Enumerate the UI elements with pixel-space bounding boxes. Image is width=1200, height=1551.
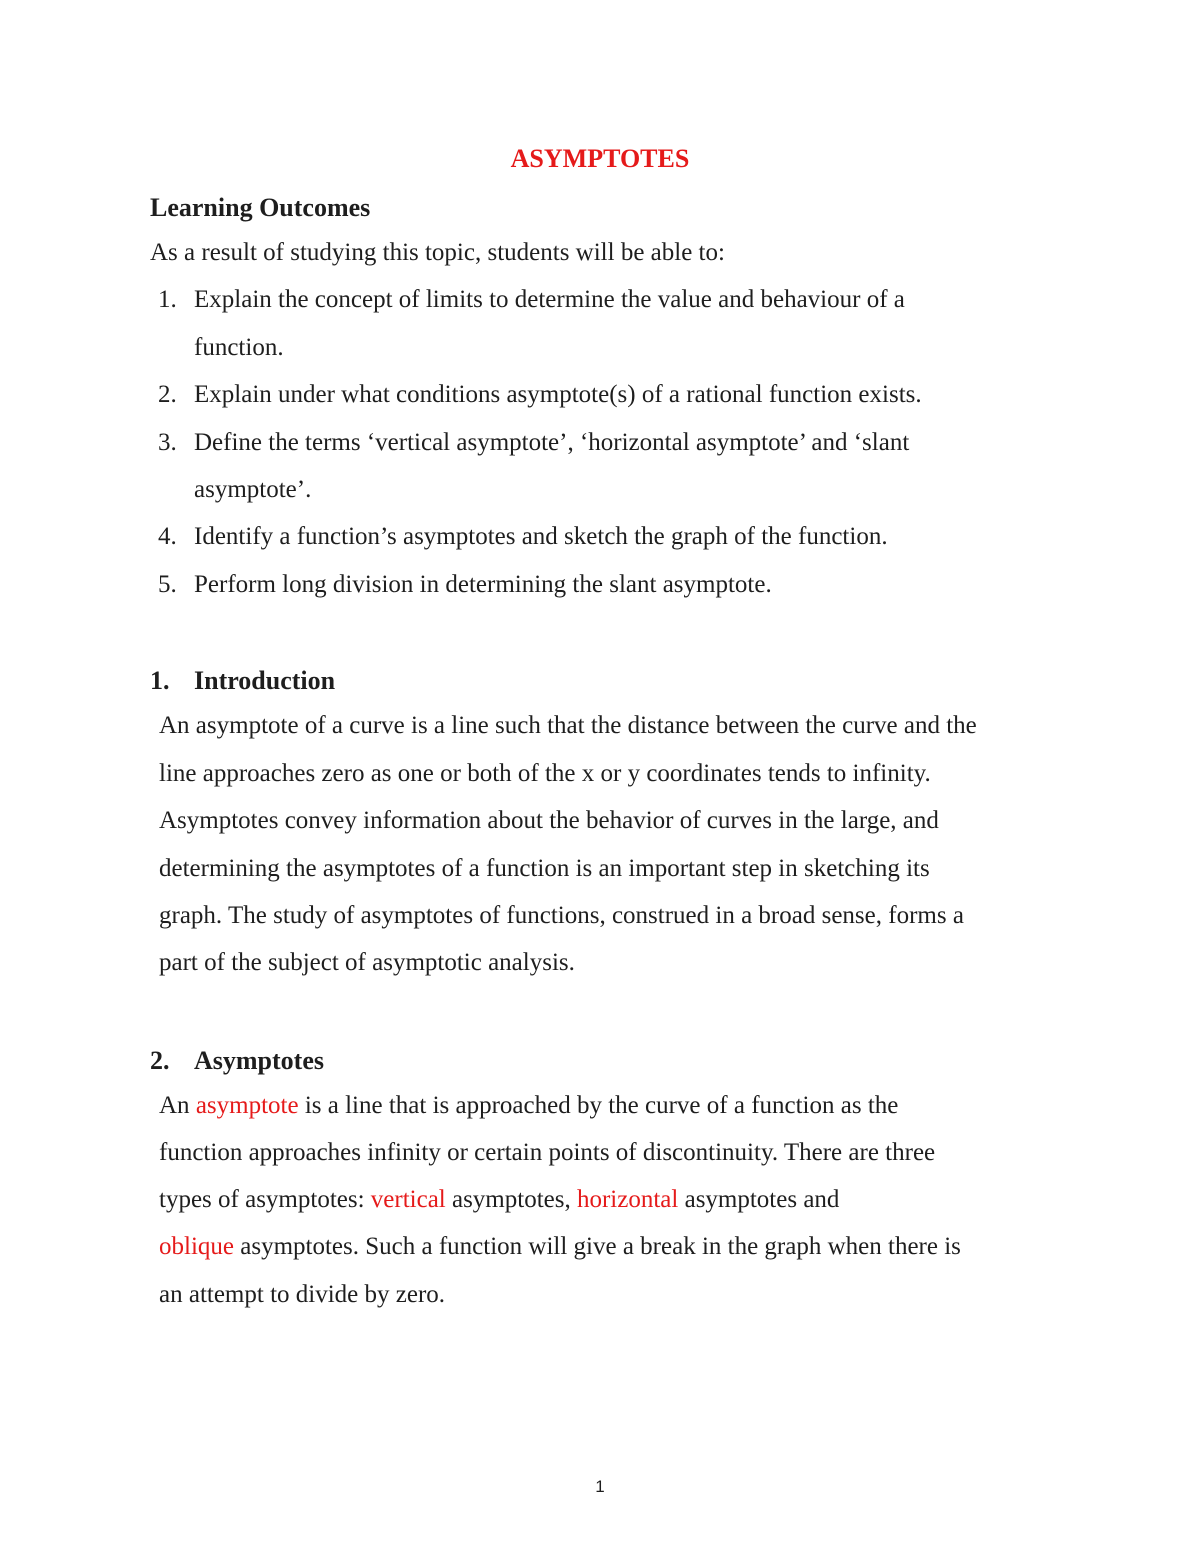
paragraph-line: function approaches infinity or certain points of discontinuity. There are three xyxy=(159,1139,936,1166)
text-run: types of asymptotes: xyxy=(159,1186,371,1213)
asymptotes-heading: Asymptotes xyxy=(194,1046,324,1075)
paragraph-line: Asymptotes convey information about the behavior of curves in the large, and xyxy=(159,807,939,834)
learning-outcomes-heading: Learning Outcomes xyxy=(150,193,371,222)
list-item-text: Identify a function’s asymptotes and sketch the graph of the function. xyxy=(194,523,888,550)
list-item-text: Define the terms ‘vertical asymptote’, ‘horizontal asymptote’ and ‘slant xyxy=(194,429,910,456)
list-item-number: 4. xyxy=(158,523,177,550)
highlight-term-oblique: oblique xyxy=(159,1233,234,1260)
text-run: asymptotes. Such a function will give a break in the graph when there is xyxy=(234,1233,961,1260)
list-item-text: Perform long division in determining the slant asymptote. xyxy=(194,571,772,598)
paragraph-line: an attempt to divide by zero. xyxy=(159,1281,446,1308)
list-item-text: Explain the concept of limits to determine the value and behaviour of a xyxy=(194,286,905,313)
list-item-number: 5. xyxy=(158,571,177,598)
learning-outcomes-intro: As a result of studying this topic, students will be able to: xyxy=(150,239,725,266)
list-item-number: 1. xyxy=(158,286,177,313)
paragraph-line xyxy=(159,1093,898,1118)
text-run: An xyxy=(159,1092,196,1119)
paragraph-line: part of the subject of asymptotic analysis. xyxy=(159,949,575,976)
text-run: asymptotes, xyxy=(445,1186,577,1213)
text-run: asymptotes and xyxy=(678,1186,840,1213)
page-title: ASYMPTOTES xyxy=(510,144,690,173)
paragraph-line: determining the asymptotes of a function is an important step in sketching its xyxy=(159,855,930,882)
list-item-text: Explain under what conditions asymptote(s) of a rational function exists. xyxy=(194,381,922,408)
list-item-number: 3. xyxy=(158,429,177,456)
highlight-term-horizontal: horizontal xyxy=(576,1186,679,1213)
introduction-number: 1. xyxy=(150,666,170,695)
introduction-heading: Introduction xyxy=(194,666,336,695)
highlight-term-asymptote: asymptote xyxy=(195,1092,299,1119)
paragraph-line xyxy=(159,1234,961,1259)
paragraph-line: graph. The study of asymptotes of functions, construed in a broad sense, forms a xyxy=(159,902,964,929)
list-item-text: function. xyxy=(194,334,284,361)
text-run: is a line that is approached by the curve of a function as the xyxy=(298,1092,899,1119)
paragraph-line xyxy=(159,1187,839,1212)
asymptotes-number: 2. xyxy=(150,1046,170,1075)
paragraph-line: An asymptote of a curve is a line such that the distance between the curve and the xyxy=(159,712,977,739)
list-item-text: asymptote’. xyxy=(194,476,312,503)
paragraph-line: line approaches zero as one or both of the x or y coordinates tends to infinity. xyxy=(159,760,931,787)
highlight-term-vertical: vertical xyxy=(370,1186,446,1213)
page-number: 1 xyxy=(595,1477,605,1496)
list-item-number: 2. xyxy=(158,381,177,408)
